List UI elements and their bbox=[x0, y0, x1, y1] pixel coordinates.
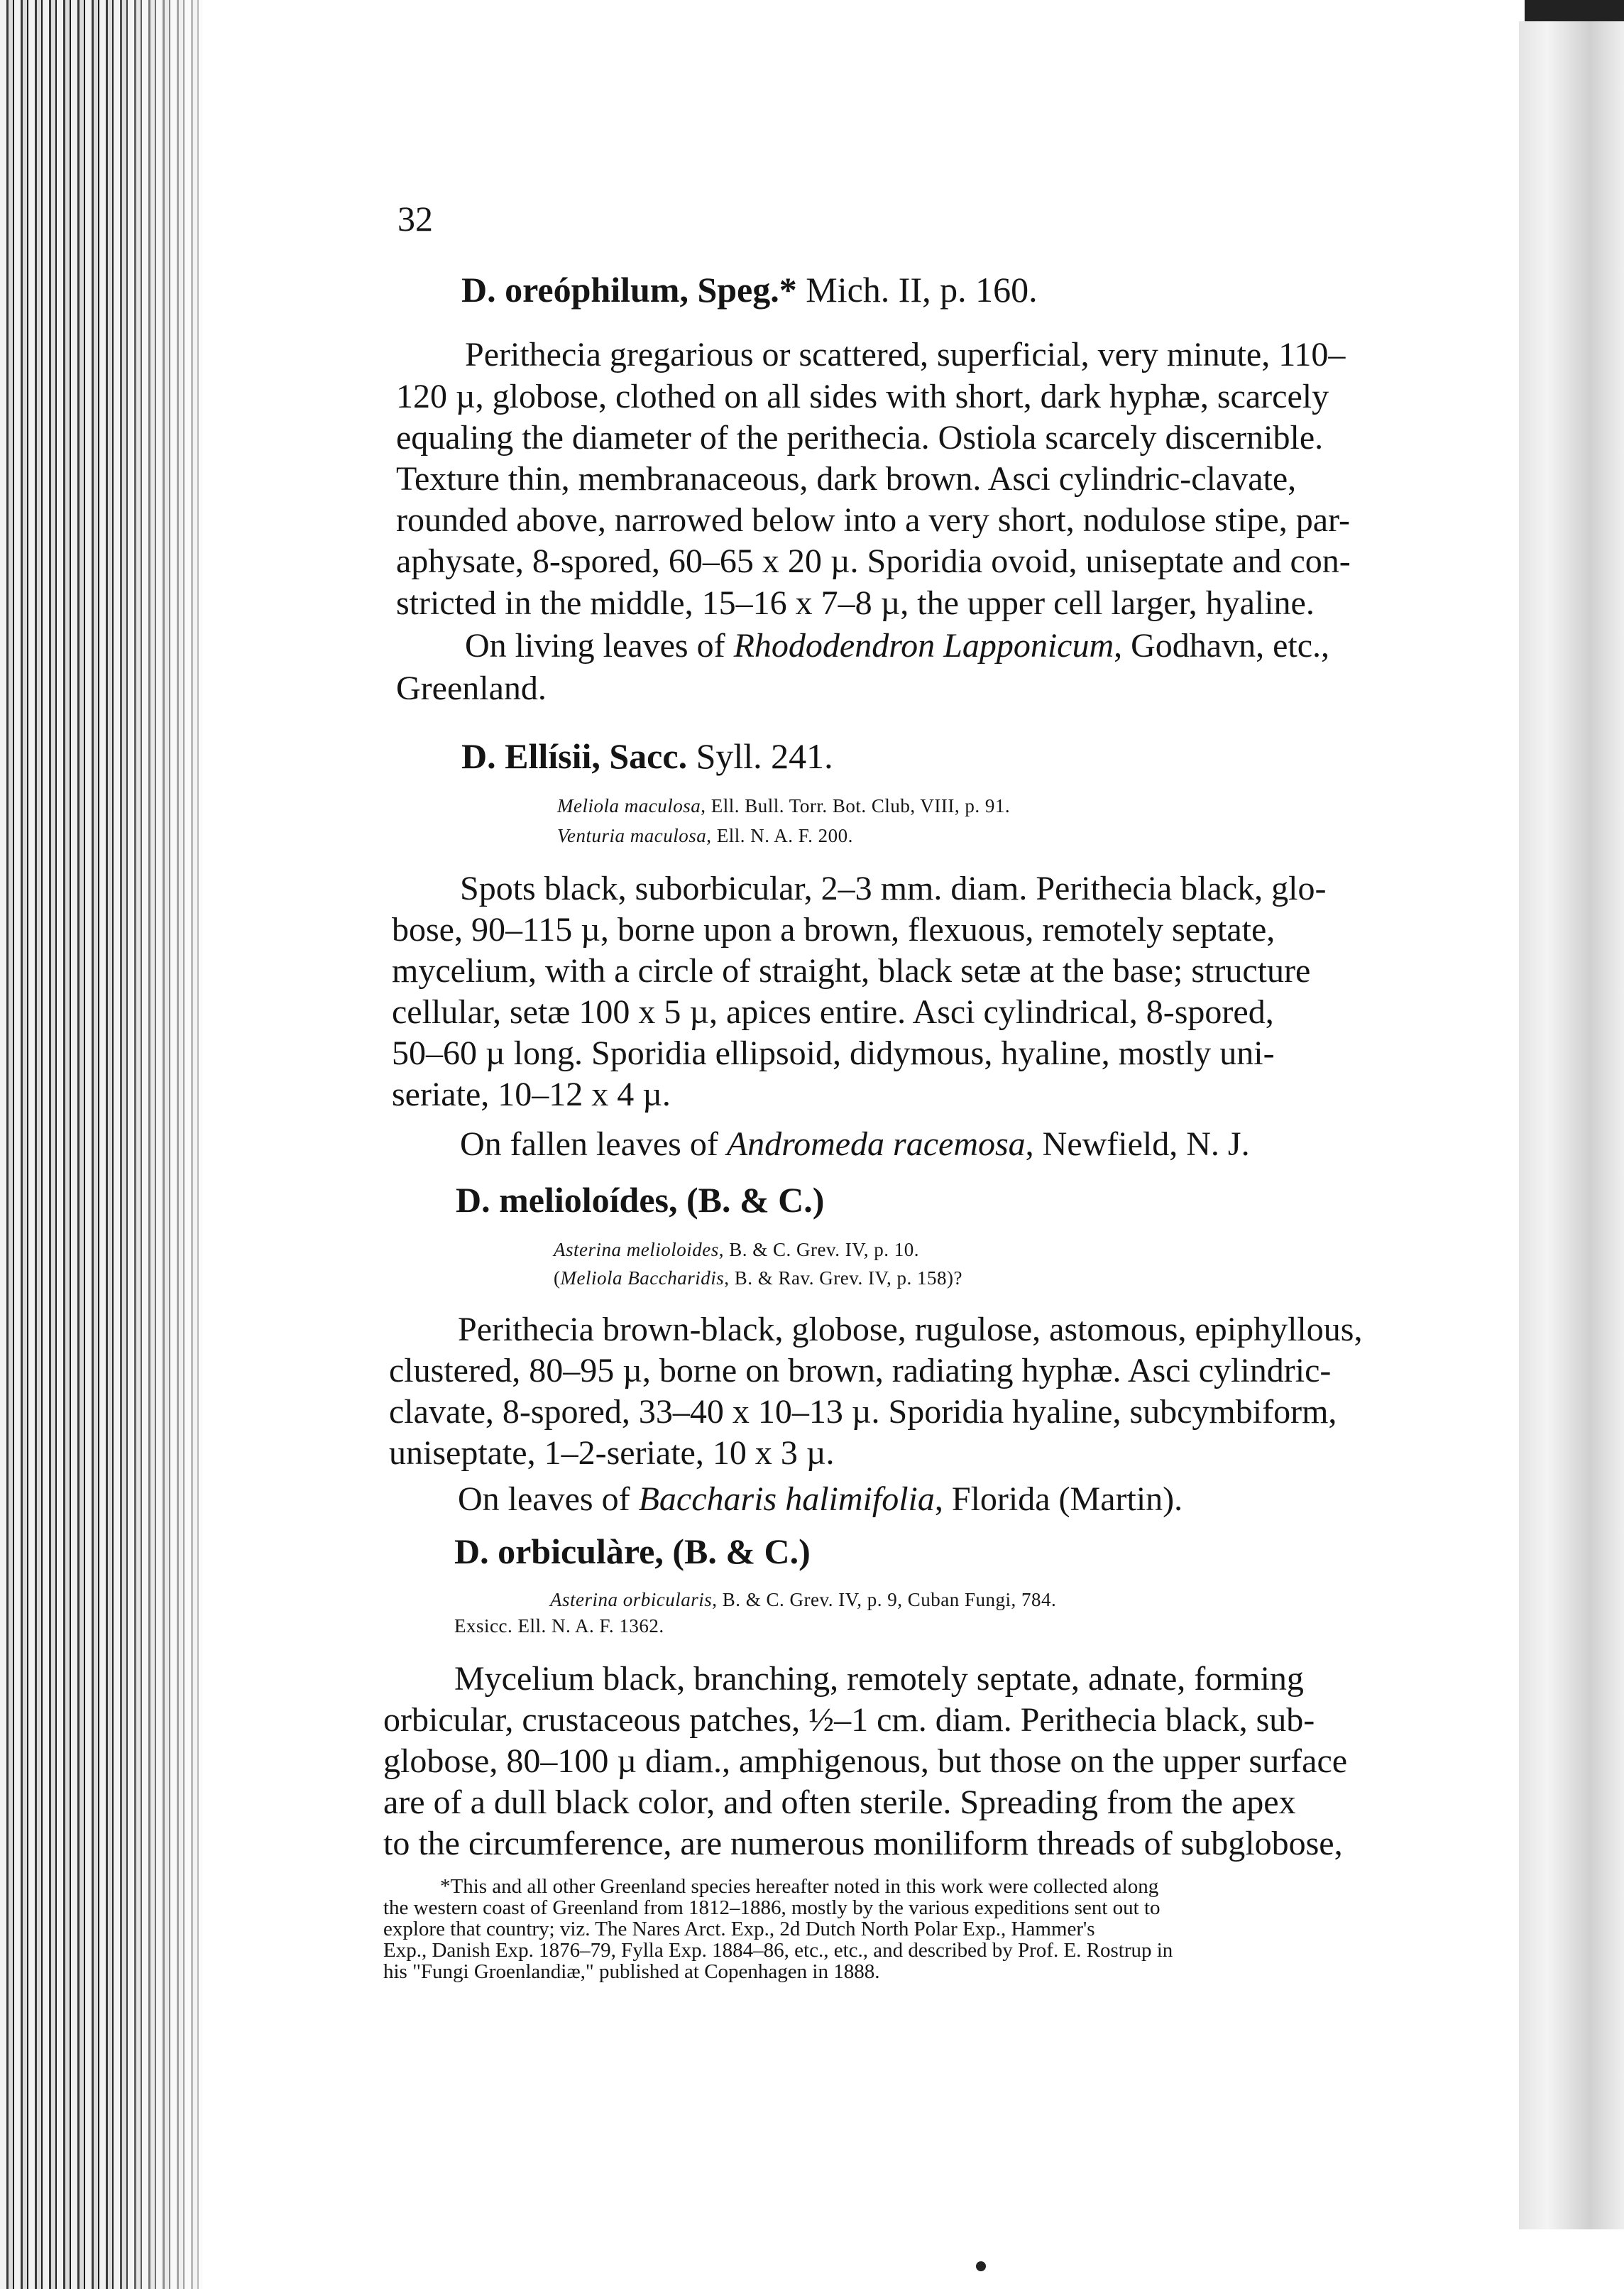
text-line: uniseptate, 1–2-seriate, 10 x 3 µ. bbox=[389, 1434, 835, 1472]
entry-heading bbox=[461, 735, 833, 777]
entry-heading bbox=[456, 1179, 824, 1221]
page-number: 32 bbox=[397, 199, 433, 239]
text-line: Perithecia brown-black, globose, rugulose, astomous, epiphyllous, bbox=[458, 1311, 1363, 1348]
text-line: Perithecia gregarious or scattered, superficial, very minute, 110– bbox=[465, 336, 1346, 373]
text-line: equaling the diameter of the perithecia. Ostiola scarcely discernible. bbox=[396, 419, 1324, 457]
synonym-name: Venturia maculosa bbox=[557, 825, 707, 846]
text-line: aphysate, 8-spored, 60–65 x 20 µ. Sporidia ovoid, uniseptate and con- bbox=[396, 542, 1351, 580]
text-line: Spots black, suborbicular, 2–3 mm. diam. Perithecia black, glo- bbox=[460, 870, 1327, 907]
text-line: bose, 90–115 µ, borne upon a brown, flexuous, remotely septate, bbox=[392, 911, 1275, 949]
species-name: D. oreóphilum, Speg.* bbox=[461, 270, 797, 310]
species-name: D. Ellísii, Sacc. bbox=[461, 736, 688, 776]
text-line: stricted in the middle, 15–16 x 7–8 µ, the upper cell larger, hyaline. bbox=[396, 584, 1315, 622]
exsiccata-line: Exsicc. Ell. N. A. F. 1362. bbox=[454, 1615, 664, 1637]
habitat-locality: , Godhavn, etc., bbox=[1114, 627, 1330, 665]
habitat-prefix: On fallen leaves of bbox=[460, 1125, 727, 1163]
host-name: Rhododendron Lapponicum bbox=[733, 627, 1114, 665]
synonym-citation: , Ell. Bull. Torr. Bot. Club, VIII, p. 91. bbox=[701, 795, 1011, 816]
host-name: Baccharis halimifolia bbox=[638, 1480, 935, 1518]
gutter-shadow bbox=[106, 0, 206, 2289]
footnote-line: *This and all other Greenland species hereafter noted in this work were collected along bbox=[440, 1875, 1159, 1898]
text-line: to the circumference, are numerous moniliform threads of subglobose, bbox=[383, 1825, 1343, 1862]
habitat-locality: , Florida (Martin). bbox=[934, 1480, 1183, 1518]
synonym-name: Asterina melioloides bbox=[554, 1239, 719, 1260]
text-line: Mycelium black, branching, remotely septate, adnate, forming bbox=[454, 1660, 1304, 1698]
synonym-bracket: ( bbox=[554, 1267, 561, 1289]
synonym-line bbox=[554, 1237, 919, 1262]
habitat-line bbox=[465, 625, 1329, 667]
synonym-citation: , B. & C. Grev. IV, p. 10. bbox=[718, 1239, 919, 1260]
entry-heading bbox=[461, 268, 1038, 311]
synonym-line bbox=[550, 1587, 1056, 1612]
text-line: clustered, 80–95 µ, borne on brown, radiating hyphæ. Asci cylindric- bbox=[389, 1352, 1332, 1389]
synonym-citation: , Ell. N. A. F. 200. bbox=[706, 825, 853, 846]
synonym-citation: , B. & Rav. Grev. IV, p. 158)? bbox=[724, 1267, 962, 1289]
text-line: are of a dull black color, and often sterile. Spreading from the apex bbox=[383, 1783, 1296, 1821]
species-name: D. melioloídes, (B. & C.) bbox=[456, 1180, 825, 1220]
text-line: globose, 80–100 µ diam., amphigenous, but those on the upper surface bbox=[383, 1742, 1348, 1780]
text-line: seriate, 10–12 x 4 µ. bbox=[392, 1076, 671, 1113]
text-line: 50–60 µ long. Sporidia ellipsoid, didymous, hyaline, mostly uni- bbox=[392, 1034, 1275, 1072]
text-line: orbicular, crustaceous patches, ½–1 cm. diam. Perithecia black, sub- bbox=[383, 1701, 1315, 1739]
habitat-continuation: Greenland. bbox=[396, 670, 547, 707]
host-name: Andromeda racemosa bbox=[726, 1125, 1026, 1163]
synonym-line bbox=[557, 823, 853, 848]
footnote-line: explore that country; viz. The Nares Arct. Exp., 2d Dutch North Polar Exp., Hammer's bbox=[383, 1918, 1095, 1940]
habitat-line bbox=[460, 1123, 1250, 1166]
text-line: Texture thin, membranaceous, dark brown. Asci cylindric-clavate, bbox=[396, 460, 1297, 498]
entry-heading bbox=[454, 1530, 811, 1573]
text-line: rounded above, narrowed below into a very short, nodulose stipe, par- bbox=[396, 501, 1350, 539]
species-reference: Mich. II, p. 160. bbox=[806, 270, 1038, 310]
footnote-line: his "Fungi Groenlandiæ," published at Copenhagen in 1888. bbox=[383, 1960, 880, 1983]
habitat-prefix: On leaves of bbox=[458, 1480, 639, 1518]
synonym-name: Meliola Baccharidis bbox=[560, 1267, 725, 1289]
footnote-line: Exp., Danish Exp. 1876–79, Fylla Exp. 1884–86, etc., etc., and described by Prof. E. Rostrup in bbox=[383, 1939, 1173, 1962]
page-edge-tab bbox=[1525, 0, 1624, 21]
text-line: 120 µ, globose, clothed on all sides with short, dark hyphæ, scarcely bbox=[396, 378, 1329, 415]
habitat-prefix: On living leaves of bbox=[465, 627, 734, 665]
text-line: cellular, setæ 100 x 5 µ, apices entire. Asci cylindrical, 8-spored, bbox=[392, 993, 1274, 1031]
scan-speck bbox=[976, 2261, 986, 2271]
habitat-locality: , Newfield, N. J. bbox=[1025, 1125, 1250, 1163]
synonym-name: Asterina orbicularis bbox=[550, 1589, 713, 1610]
text-line: clavate, 8-spored, 33–40 x 10–13 µ. Sporidia hyaline, subcymbiform, bbox=[389, 1393, 1337, 1431]
synonym-name: Meliola maculosa bbox=[557, 795, 701, 816]
footnote-line: the western coast of Greenland from 1812–1886, mostly by the various expeditions sent out to bbox=[383, 1896, 1161, 1919]
synonym-citation: , B. & C. Grev. IV, p. 9, Cuban Fungi, 784. bbox=[712, 1589, 1057, 1610]
synonym-line bbox=[554, 1265, 962, 1291]
page-edge bbox=[1519, 21, 1624, 2229]
synonym-line bbox=[557, 793, 1010, 819]
text-line: mycelium, with a circle of straight, black setæ at the base; structure bbox=[392, 952, 1311, 990]
habitat-line bbox=[458, 1478, 1183, 1521]
species-name: D. orbiculàre, (B. & C.) bbox=[454, 1531, 811, 1571]
species-reference: Syll. 241. bbox=[696, 736, 833, 776]
